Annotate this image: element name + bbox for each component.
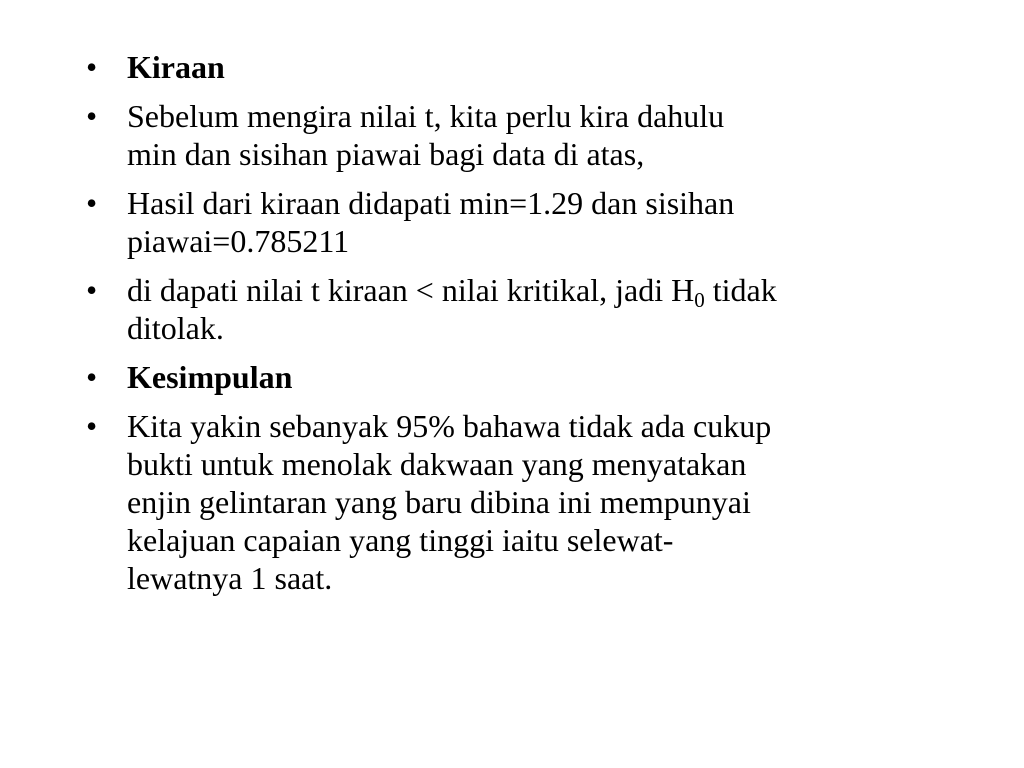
text-line: bukti untuk menolak dakwaan yang menyatakan — [127, 446, 747, 482]
heading-kesimpulan: Kesimpulan — [127, 359, 293, 395]
text-line: enjin gelintaran yang baru dibina ini mempunyai — [127, 484, 751, 520]
text-line — [127, 272, 777, 312]
bullet-dot: • — [86, 98, 98, 134]
text-line: Hasil dari kiraan didapati min=1.29 dan sisihan — [127, 185, 735, 221]
text-line: kelajuan capaian yang tinggi iaitu selewat- — [127, 522, 674, 558]
text-line: ditolak. — [127, 310, 224, 346]
bullet-item-hasil — [86, 184, 946, 260]
text-after-subscript: tidak — [704, 272, 777, 308]
text-before-subscript: di dapati nilai t kiraan < nilai kritikal, jadi H — [127, 272, 695, 308]
subscript-zero: 0 — [694, 288, 705, 312]
heading-kiraan: Kiraan — [127, 49, 225, 85]
bullet-item-kiraan-heading — [86, 48, 946, 86]
bullet-dot: • — [86, 408, 98, 444]
bullet-item-didapati — [86, 271, 946, 347]
bullet-dot: • — [86, 185, 98, 221]
bullet-dot: • — [86, 49, 98, 85]
bullet-item-kesimpulan-heading — [86, 358, 946, 396]
text-line: Sebelum mengira nilai t, kita perlu kira dahulu — [127, 98, 725, 134]
text-line: lewatnya 1 saat. — [127, 560, 333, 596]
text-line: Kita yakin sebanyak 95% bahawa tidak ada cukup — [127, 408, 772, 444]
bullet-dot: • — [86, 359, 98, 395]
bullet-dot: • — [86, 272, 98, 308]
bullet-list — [86, 48, 946, 608]
bullet-item-sebelum — [86, 97, 946, 173]
text-line: min dan sisihan piawai bagi data di atas, — [127, 136, 645, 172]
bullet-item-kita-yakin — [86, 407, 946, 597]
text-line: piawai=0.785211 — [127, 223, 350, 259]
